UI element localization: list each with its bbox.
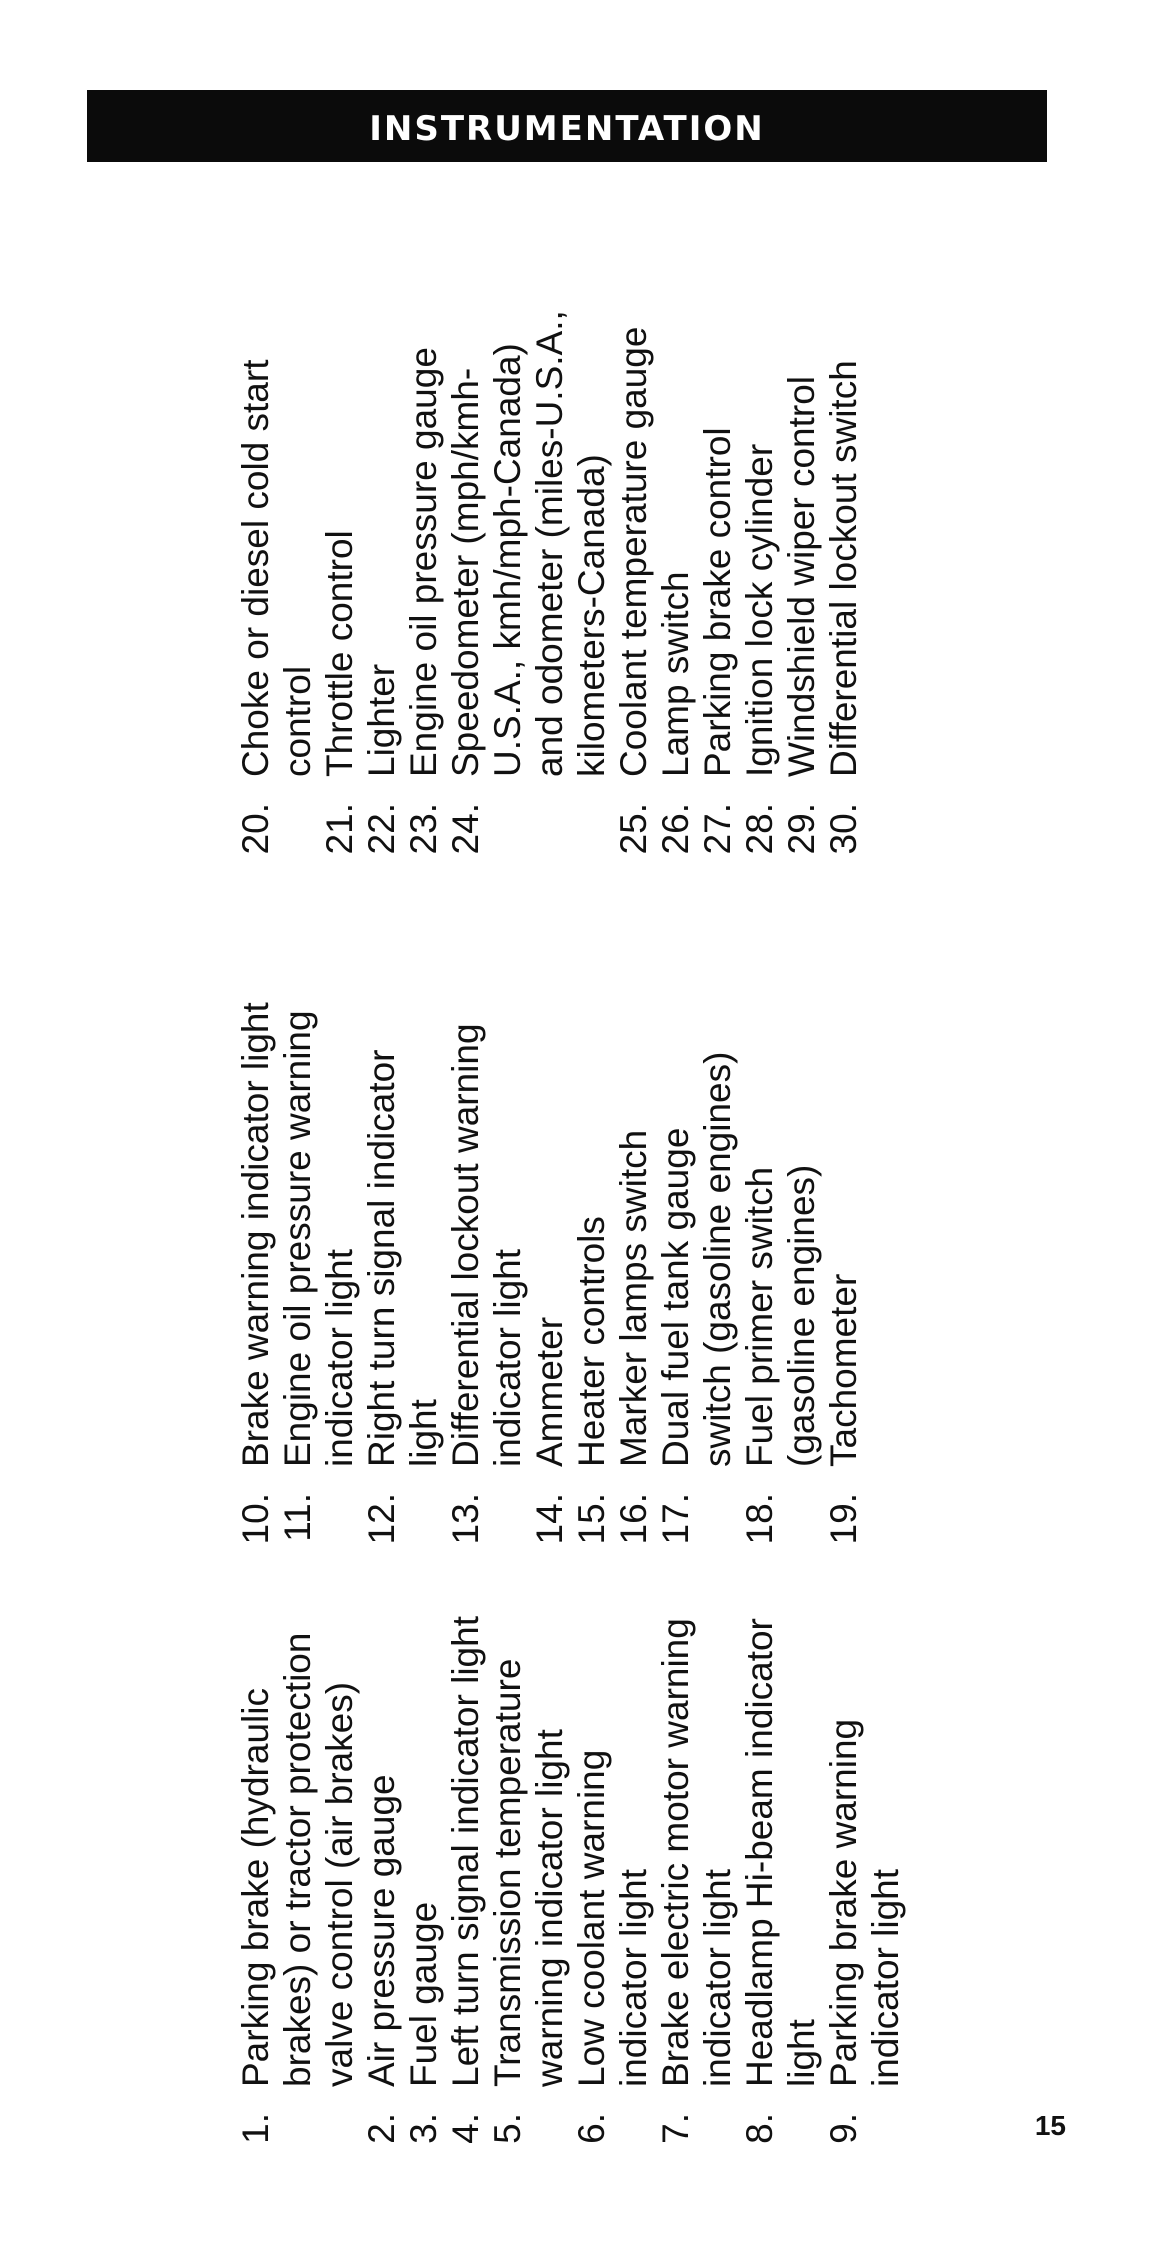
item-number: 17. <box>655 1493 696 1545</box>
list-item <box>823 245 865 865</box>
list-item <box>361 245 403 865</box>
list-item <box>823 1515 907 2175</box>
legend-column-2 <box>235 835 885 1555</box>
list-item <box>739 835 823 1555</box>
item-text: Speedometer (mph/kmh- U.S.A., kmh/mph-Canada) and odometer (miles-U.S.A., kilometers-Canada) <box>445 310 612 777</box>
item-number: 28. <box>739 803 780 855</box>
list-item <box>361 1515 403 2175</box>
item-number: 13. <box>445 1493 486 1545</box>
item-text: Lighter <box>361 663 402 777</box>
item-text: Brake electric motor warning indicator light <box>655 1618 738 2087</box>
list-item <box>319 245 361 865</box>
item-number: 5. <box>487 2113 528 2144</box>
item-text: Parking brake control <box>697 427 738 777</box>
item-text: Transmission temperature warning indicator light <box>487 1658 570 2087</box>
item-text: Choke or diesel cold start control <box>235 359 318 777</box>
item-number: 9. <box>823 2113 864 2144</box>
list-item <box>235 245 319 865</box>
item-text: Engine oil pressure gauge <box>403 347 444 777</box>
item-number: 27. <box>697 803 738 855</box>
item-number: 12. <box>361 1493 402 1545</box>
item-number: 11. <box>277 1493 318 1542</box>
item-text: Engine oil pressure warning indicator light <box>277 1010 360 1467</box>
item-text: Differential lockout warning indicator light <box>445 1023 528 1467</box>
list-item <box>739 245 781 865</box>
item-number: 4. <box>445 2113 486 2144</box>
item-number: 22. <box>361 803 402 855</box>
item-text: Lamp switch <box>655 571 696 777</box>
item-text: Left turn signal indicator light <box>445 1616 486 2087</box>
item-number: 1. <box>235 2113 276 2144</box>
item-text: Fuel gauge <box>403 1901 444 2087</box>
item-text: Air pressure gauge <box>361 1774 402 2087</box>
item-text: Brake warning indicator light <box>235 1002 276 1467</box>
item-text: Throttle control <box>319 530 360 777</box>
list-item <box>445 835 529 1555</box>
item-number: 16. <box>613 1493 654 1545</box>
page-title: INSTRUMENTATION <box>369 109 765 149</box>
list-item <box>613 245 655 865</box>
item-number: 8. <box>739 2113 780 2144</box>
item-number: 24. <box>445 803 486 855</box>
item-number: 26. <box>655 803 696 855</box>
item-number: 25. <box>613 803 654 855</box>
item-number: 14. <box>529 1493 570 1545</box>
list-item <box>277 835 361 1555</box>
item-number: 2. <box>361 2113 402 2144</box>
item-number: 21. <box>319 803 360 855</box>
item-number: 18. <box>739 1493 780 1545</box>
page-number: 15 <box>1034 2110 1066 2141</box>
item-number: 10. <box>235 1493 276 1545</box>
item-text: Differential lockout switch <box>823 360 864 777</box>
list-item <box>403 1515 445 2175</box>
item-text: Windshield wiper control <box>781 375 822 777</box>
item-text: Coolant temperature gauge <box>613 326 654 777</box>
item-text: Parking brake warning indicator light <box>823 1718 906 2087</box>
item-number: 19. <box>823 1493 864 1545</box>
header-bar <box>87 90 1047 162</box>
item-text: Ammeter <box>529 1316 570 1467</box>
item-number: 6. <box>571 2113 612 2144</box>
list-item <box>403 245 445 865</box>
legend-column-1 <box>235 1515 906 2175</box>
item-number: 7. <box>655 2113 696 2144</box>
item-text: Marker lamps switch <box>613 1129 654 1467</box>
list-item <box>361 835 445 1555</box>
item-text: Ignition lock cylinder <box>739 443 780 777</box>
legend-column-3 <box>235 245 885 865</box>
list-item <box>739 1515 823 2175</box>
instrument-legend <box>235 245 906 2175</box>
list-item <box>235 1515 361 2175</box>
item-text: Right turn signal indicator light <box>361 1049 444 1467</box>
item-number: 3. <box>403 2113 444 2144</box>
list-item <box>781 245 823 865</box>
list-item <box>613 835 655 1555</box>
list-item <box>571 835 613 1555</box>
item-text: Tachometer <box>823 1273 864 1467</box>
list-item <box>571 1515 655 2175</box>
item-text: Heater controls <box>571 1216 612 1467</box>
list-item <box>445 245 613 865</box>
list-item <box>529 835 571 1555</box>
item-number: 30. <box>823 803 864 855</box>
list-item <box>235 835 277 1555</box>
list-item <box>487 1515 571 2175</box>
list-item <box>655 1515 739 2175</box>
list-item <box>823 835 865 1555</box>
item-text: Parking brake (hydraulic brakes) or tractor protection valve control (air brakes) <box>235 1632 360 2087</box>
list-item <box>445 1515 487 2175</box>
item-number: 15. <box>571 1493 612 1545</box>
item-number: 23. <box>403 803 444 855</box>
item-text: Headlamp Hi-beam indicator light <box>739 1618 822 2087</box>
item-text: Dual fuel tank gauge switch (gasoline engines) <box>655 1051 738 1467</box>
list-item <box>655 245 697 865</box>
item-number: 29. <box>781 803 822 855</box>
list-item <box>697 245 739 865</box>
item-text: Low coolant warning indicator light <box>571 1749 654 2087</box>
list-item <box>655 835 739 1555</box>
item-text: Fuel primer switch (gasoline engines) <box>739 1164 822 1467</box>
item-number: 20. <box>235 803 276 855</box>
